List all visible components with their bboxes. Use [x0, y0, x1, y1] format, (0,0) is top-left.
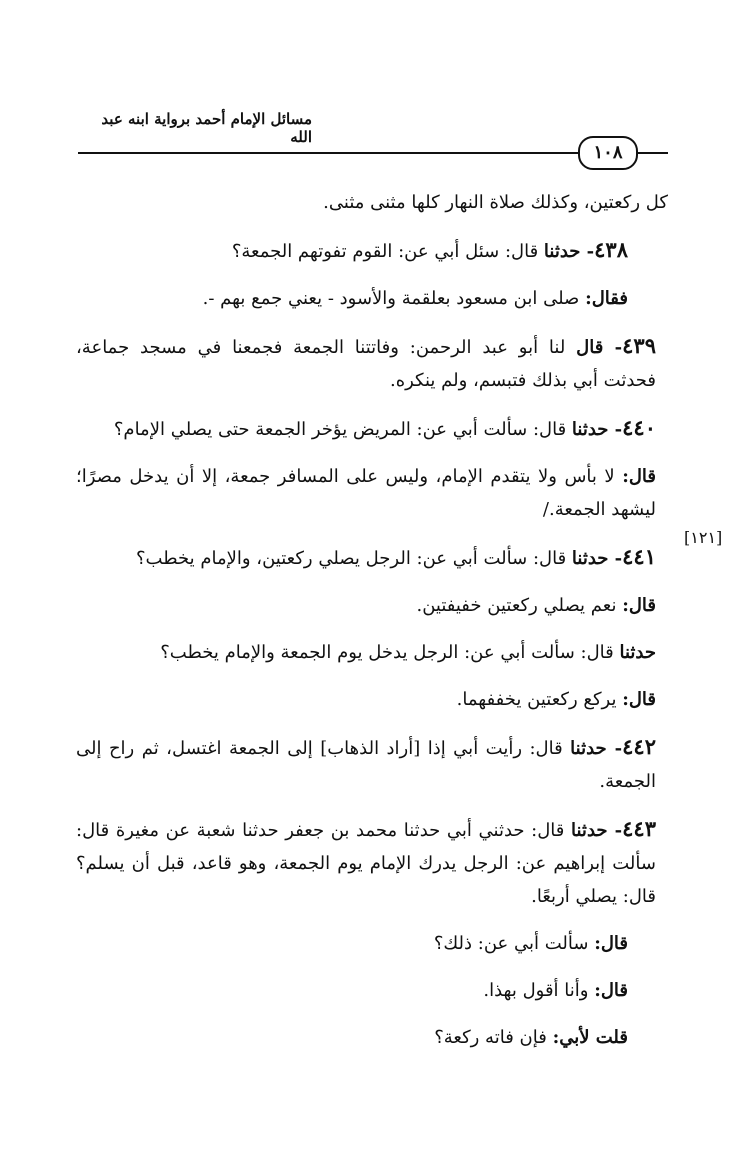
- paragraph-text: قال: سألت أبي عن: المريض يؤخر الجمعة حتى يصلي الإمام؟: [113, 419, 572, 440]
- paragraph: [76, 282, 668, 315]
- paragraph-442: [76, 730, 668, 798]
- paragraph: [76, 1021, 668, 1054]
- paragraph-text: كل ركعتين، وكذلك صلاة النهار كلها مثنى مثنى.: [323, 192, 668, 213]
- paragraph-text: قال: سئل أبي عن: القوم تفوتهم الجمعة؟: [231, 241, 544, 262]
- lead-word: - قال: [576, 337, 623, 358]
- paragraph: [76, 974, 668, 1007]
- lead-word: قال:: [622, 689, 656, 710]
- issue-number: ٤٣٨: [594, 237, 628, 262]
- lead-word: حدثنا: [619, 642, 656, 663]
- paragraph: [76, 683, 668, 716]
- paragraph: [76, 589, 668, 622]
- margin-reference: [١٢١]: [684, 528, 723, 547]
- paragraph-text: لا بأس ولا يتقدم الإمام، وليس على المسافر جمعة، إلا أن يدخل مصرًا؛ ليشهد الجمعة./: [76, 466, 656, 520]
- paragraph-text: قال: حدثني أبي حدثنا محمد بن جعفر حدثنا شعبة عن مغيرة قال: سألت إبراهيم عن: الرجل يدرك الإمام يوم الجمعة، وهو قاعد، قبل أن يسلم؟ قال: يصلي أربعًا.: [76, 820, 656, 907]
- paragraph: [76, 186, 668, 219]
- paragraph-440: [76, 411, 668, 446]
- paragraph-text: نعم يصلي ركعتين خفيفتين.: [416, 595, 623, 616]
- lead-word: - حدثنا: [570, 738, 623, 759]
- paragraph-text: سألت أبي عن: ذلك؟: [433, 933, 595, 954]
- paragraph-439: [76, 329, 668, 397]
- paragraph-text: فإن فاته ركعة؟: [434, 1027, 553, 1048]
- lead-word: - حدثنا: [571, 419, 623, 440]
- lead-word: قال:: [622, 595, 656, 616]
- paragraph-text: لنا أبو عبد الرحمن: وفاتتنا الجمعة فجمعنا في مسجد جماعة، فحدثت أبي بذلك فتبسم، ولم ينكره.: [76, 337, 656, 391]
- lead-word: قال:: [622, 466, 656, 487]
- issue-number: ٤٤٠: [622, 415, 656, 440]
- paragraph-text: قال: رأيت أبي إذا [أراد الذهاب] إلى الجمعة اغتسل، ثم راح إلى الجمعة.: [76, 738, 656, 792]
- paragraph-text: صلى ابن مسعود بعلقمة والأسود - يعني جمع بهم -.: [202, 288, 586, 309]
- lead-word: فقال:: [585, 288, 628, 309]
- lead-word: قال:: [594, 980, 628, 1001]
- paragraph-438: [76, 233, 668, 268]
- issue-number: ٤٤٣: [622, 816, 656, 841]
- paragraph: [76, 636, 668, 669]
- issue-number: ٤٤٢: [622, 734, 656, 759]
- issue-number: ٤٤١: [622, 544, 656, 569]
- paragraph-443: [76, 812, 668, 913]
- paragraph-text: قال: سألت أبي عن: الرجل يدخل يوم الجمعة والإمام يخطب؟: [160, 642, 620, 663]
- paragraph-text: يركع ركعتين يخففهما.: [456, 689, 623, 710]
- body-text: [76, 186, 668, 1068]
- lead-word: - حدثنا: [571, 820, 623, 841]
- paragraph-text: وأنا أقول بهذا.: [483, 980, 595, 1001]
- lead-word: قلت لأبي:: [552, 1027, 628, 1048]
- lead-word: - حدثنا: [571, 548, 623, 569]
- paragraph: [76, 460, 668, 526]
- page-number: ١٠٨: [578, 136, 638, 170]
- paragraph-441: [76, 540, 668, 575]
- issue-number: ٤٣٩: [622, 333, 656, 358]
- lead-word: قال:: [594, 933, 628, 954]
- paragraph: [76, 927, 668, 960]
- lead-word: - حدثنا: [543, 241, 595, 262]
- paragraph-text: قال: سألت أبي عن: الرجل يصلي ركعتين، والإمام يخطب؟: [136, 548, 572, 569]
- running-title: مسائل الإمام أحمد برواية ابنه عبد الله: [101, 110, 312, 146]
